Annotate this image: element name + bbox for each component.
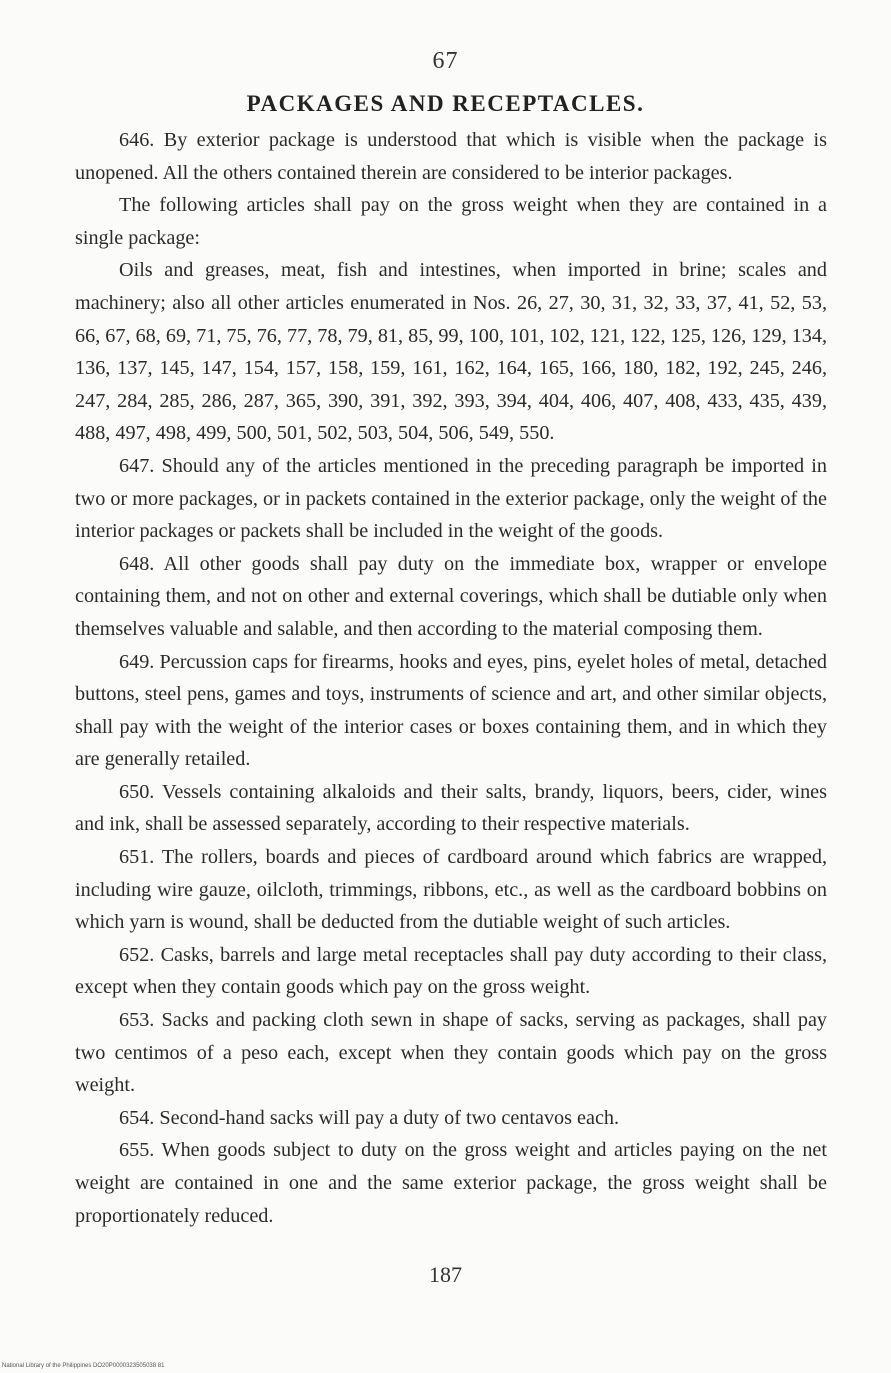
paragraph-649: 649. Percussion caps for firearms, hooks and eyes, pins, eyelet holes of metal, detached buttons, steel pens, games and toys, instruments of science and art, and other similar objects, shall pay with the weight of the interior cases or boxes containing them, and in which they are generally retailed.	[75, 650, 827, 771]
section-heading: PACKAGES AND RECEPTACLES.	[246, 91, 645, 116]
paragraph-652: 652. Casks, barrels and large metal receptacles shall pay duty according to their class, except when they contain goods which pay on the gross weight.	[75, 943, 827, 999]
paragraph-gross-weight-list: Oils and greases, meat, fish and intestines, when imported in brine; scales and machinery; also all other articles enumerated in Nos. 26, 27, 30, 31, 32, 33, 37, 41, 52, 53, 66, 67, 68, 69, 71, 75, 76, 77, 78, 79, 81, 85, 99, 100, 101, 102, 121, 122, 125, 126, 129, 134, 136, 137, 145, 147, 154, 157, 158, 159, 161, 162, 164, 165, 166, 180, 182, 192, 245, 246, 247, 284, 285, 286, 287, 365, 390, 391, 392, 393, 394, 404, 406, 407, 408, 433, 435, 439, 488, 497, 498, 499, 500, 501, 502, 503, 504, 506, 549, 550.	[75, 259, 827, 445]
paragraph-648: 648. All other goods shall pay duty on the immediate box, wrapper or envelope containing them, and not on other and external coverings, which shall be dutiable only when themselves valuable and salable, and then according to the material composing them.	[75, 552, 827, 640]
body-text	[75, 124, 827, 1232]
paragraph-647: 647. Should any of the articles mentioned in the preceding paragraph be imported in two or more packages, or in packets contained in the exterior package, only the weight of the interior packages or packets shall be included in the weight of the goods.	[75, 454, 827, 543]
archive-footer-note: National Library of the Philippines DO20P0000323505038 81	[2, 1363, 165, 1369]
paragraph-653: 653. Sacks and packing cloth sewn in shape of sacks, serving as packages, shall pay two centimos of a peso each, except when they contain goods which pay on the gross weight.	[75, 1009, 827, 1097]
paragraph-650: 650. Vessels containing alkaloids and their salts, brandy, liquors, beers, cider, wines and ink, shall be assessed separately, according to their respective materials.	[75, 780, 827, 836]
paragraph-646: 646. By exterior package is understood that which is visible when the package is unopened. All the others contained therein are considered to be interior packages.	[75, 129, 827, 184]
paragraph-654: 654. Second-hand sacks will pay a duty of two centavos each.	[119, 1106, 620, 1129]
paragraph-651: 651. The rollers, boards and pieces of cardboard around which fabrics are wrapped, including wire gauze, oilcloth, trimmings, ribbons, etc., as well as the cardboard bobbins on which yarn is wound, shall be deducted from the dutiable weight of such articles.	[75, 846, 827, 934]
page-number-bottom: 187	[429, 1262, 462, 1287]
paragraph-655: 655. When goods subject to duty on the gross weight and articles paying on the net weight are contained in one and the same exterior package, the gross weight shall be proportionately reduced.	[75, 1139, 827, 1227]
paragraph-gross-weight-intro: The following articles shall pay on the gross weight when they are contained in a single package:	[75, 194, 827, 249]
page-number-top: 67	[432, 48, 459, 74]
